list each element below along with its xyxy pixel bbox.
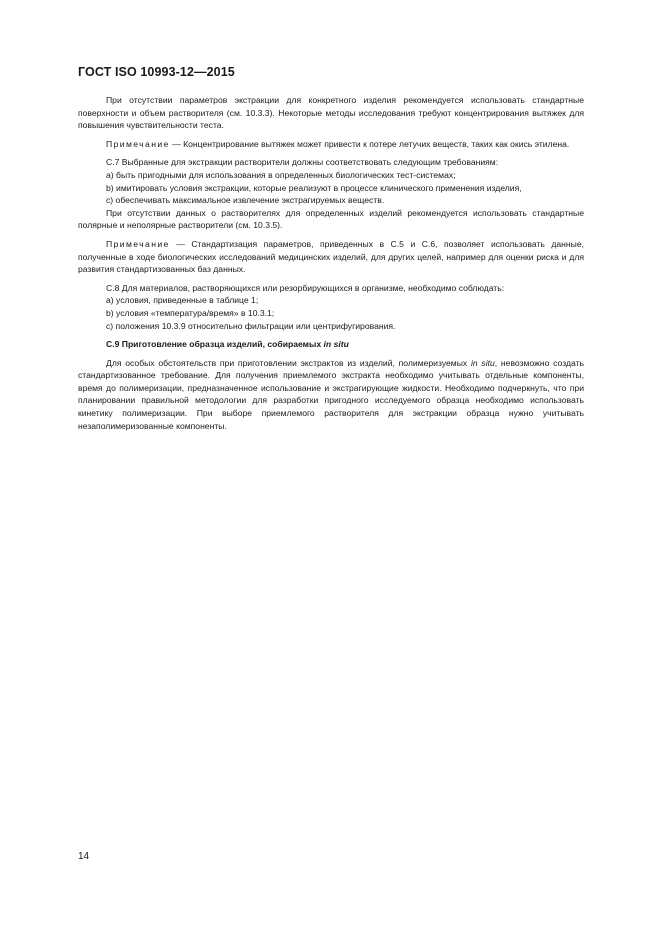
document-body <box>78 94 584 432</box>
paragraph-extraction-parameters: При отсутствии параметров экстракции для конкретного изделия рекомендуется использовать стандартные поверхности и объем растворителя (см. 10.3.3). Некоторые методы исследования требуют концентрирования вытяжек для повышения чувствительности теста. <box>78 95 584 131</box>
note-label: Примечание <box>106 238 170 249</box>
list-item: a) условия, приведенные в таблице 1; <box>106 295 259 306</box>
list-item: b) имитировать условия экстракции, которые реализуют в процессе клинического применения изделия, <box>106 182 522 193</box>
note-concentration <box>78 138 584 151</box>
paragraph-text: , невозможно создать стандартизованное требование. Для получения приемлемого экстракта необходимо учитывать отдельные компоненты, время до полимеризации, предназначенное использование и экстрагирующие жидкости. Необходимо подчеркнуть, что при планировании правильной методологии для разработки пригодного исследуемого образца необходимо использовать кинетику полимеризации. При выборе приемлемого растворителя для экстракции образца нужно учитывать незаполимеризованные компоненты. <box>78 357 585 431</box>
paragraph-text: Для особых обстоятельств при приготовлении экстрактов из изделий, полимеризуемых <box>106 357 471 368</box>
note-text: — Концентрирование вытяжек может привести к потере летучих веществ, таких как окись этилена. <box>169 138 570 149</box>
note-label: Примечание <box>106 138 170 149</box>
list-item: a) быть пригодными для использования в определенных биологических тест-системах; <box>106 169 456 180</box>
heading-italic-text: in situ <box>323 339 349 350</box>
list-item: c) положения 10.3.9 относительно фильтрации или центрифугирования. <box>106 320 396 331</box>
paragraph-in-situ <box>78 357 584 433</box>
document-header: ГОСТ ISO 10993-12—2015 <box>78 65 235 79</box>
section-c7-intro: С.7 Выбранные для экстракции растворители должны соответствовать следующим требованиям: <box>106 157 499 168</box>
paragraph-italic-text: in situ <box>470 357 495 368</box>
note-text: — Стандартизация параметров, приведенных в С.5 и С.6, позволяет использовать данные, полученные в ходе биологических исследований медицинских изделий, для других целей, например для оценки риска и для развития стандартизованных баз данных. <box>78 238 584 275</box>
section-c8-intro: С.8 Для материалов, растворяющихся или резорбирующихся в организме, необходимо соблюдать: <box>106 282 505 293</box>
note-standardization <box>78 238 584 276</box>
paragraph-standard-solvents: При отсутствии данных о растворителях для определенных изделий рекомендуется использовать стандартные полярные и неполярные растворители (см. 10.3.5). <box>78 207 584 231</box>
list-item: c) обеспечивать максимальное извлечение экстрагируемых веществ. <box>106 195 385 206</box>
page-number: 14 <box>78 851 90 862</box>
section-c9-heading <box>78 338 584 351</box>
heading-text: С.9 Приготовление образца изделий, собираемых <box>106 339 324 350</box>
list-item: b) условия «температура/время» в 10.3.1; <box>106 307 275 318</box>
